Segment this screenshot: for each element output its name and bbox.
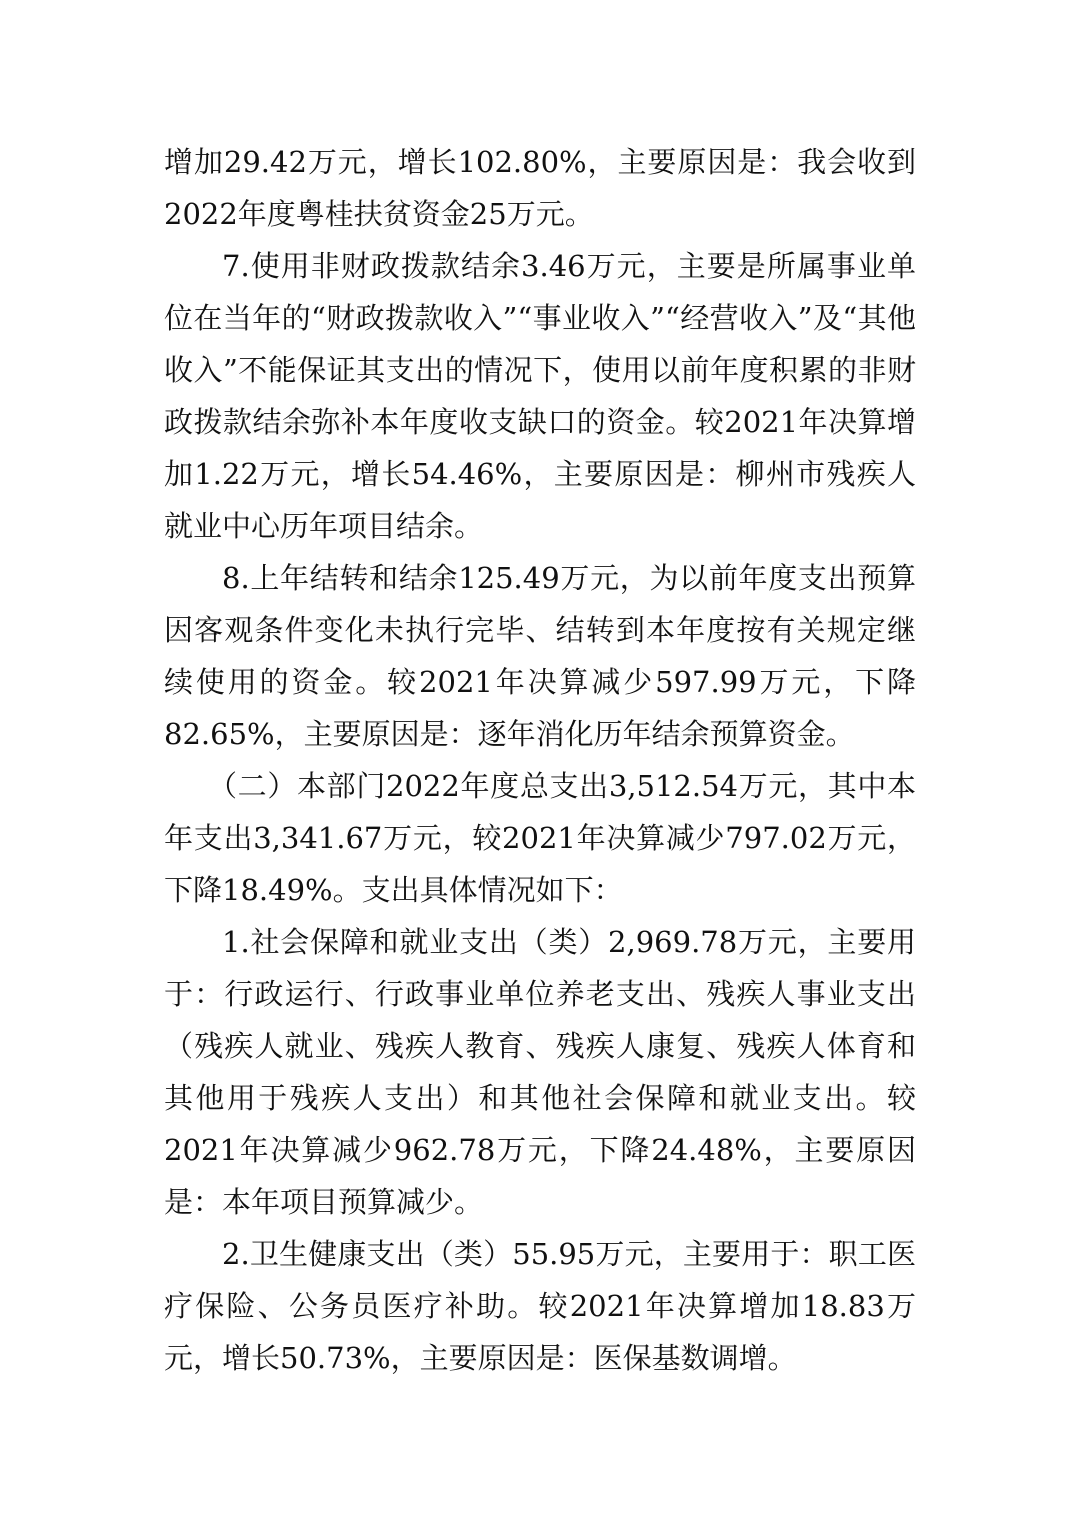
paragraph-section-2: （二）本部门2022年度总支出3,512.54万元，其中本年支出3,341.67万元，较2021年决算减少797.02万元，下降18.49%。支出具体情况如下：	[164, 769, 916, 907]
document-body	[164, 136, 916, 1384]
paragraph-item-8: 8.上年结转和结余125.49万元，为以前年度支出预算因客观条件变化未执行完毕、结转到本年度按有关规定继续使用的资金。较2021年决算减少597.99万元，下降82.65%，主要原因是：逐年消化历年结余预算资金。	[164, 561, 916, 751]
paragraph-expense-1: 1.社会保障和就业支出（类）2,969.78万元，主要用于：行政运行、行政事业单位养老支出、残疾人事业支出（残疾人就业、残疾人教育、残疾人康复、残疾人体育和其他用于残疾人支出）和其他社会保障和就业支出。较2021年决算减少962.78万元，下降24.48%，主要原因是：本年项目预算减少。	[164, 925, 916, 1219]
paragraph-item-7: 7.使用非财政拨款结余3.46万元，主要是所属事业单位在当年的“财政拨款收入”“事业收入”“经营收入”及“其他收入”不能保证其支出的情况下，使用以前年度积累的非财政拨款结余弥补本年度收支缺口的资金。较2021年决算增加1.22万元，增长54.46%，主要原因是：柳州市残疾人就业中心历年项目结余。	[164, 249, 916, 543]
paragraph-continuation: 增加29.42万元，增长102.80%，主要原因是：我会收到2022年度粤桂扶贫资金25万元。	[164, 145, 916, 231]
paragraph-expense-2: 2.卫生健康支出（类）55.95万元，主要用于：职工医疗保险、公务员医疗补助。较2021年决算增加18.83万元，增长50.73%，主要原因是：医保基数调增。	[164, 1237, 916, 1375]
